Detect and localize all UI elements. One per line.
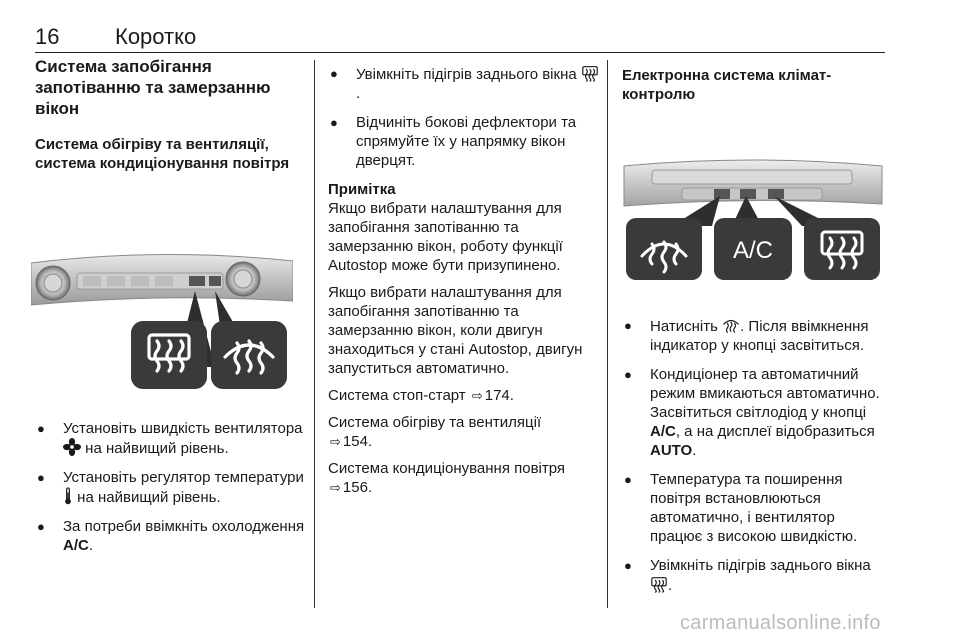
instruction-list <box>35 419 305 555</box>
control-panel-figure <box>31 239 293 389</box>
note-paragraph: Якщо вибрати налаштування для запобігання запотіванню та замерзанню вікон, роботу функції Autostop може бути призупинено. <box>328 200 563 274</box>
note-paragraph: Якщо вибрати налаштування для запобігання запотіванню та замерзанню вікон, коли двигун знаходиться у стані Autostop, двигун запуститься автоматично. <box>328 284 583 377</box>
page-section-title: Коротко <box>115 24 197 49</box>
section-title: Електронна система клімат-контролю <box>622 67 832 103</box>
note-title: Примітка <box>328 181 396 198</box>
list-item: ● За потреби ввімкніть охолодження A/C. <box>35 517 305 555</box>
page-ref-arrow-icon: ⇨ <box>330 434 341 449</box>
list-item: ● Кондиціонер та автоматичний режим вмикаються автоматично. Засвітиться світлодіод у кнопці A/C, а на дисплеї відобразиться AUTO. <box>622 365 884 460</box>
cross-reference-link[interactable]: Система кондиціонування повітря ⇨ 156. <box>328 460 566 496</box>
climate-control-figure <box>622 156 884 286</box>
page-ref-arrow-icon: ⇨ <box>330 480 341 495</box>
note-paragraph: Система стоп-старт ⇨ 174. <box>328 387 514 404</box>
list-item: ● Установіть швидкість вентилятора на найвищий рівень. <box>35 419 305 458</box>
fan-icon <box>63 438 81 456</box>
page-header <box>35 14 885 53</box>
note-block <box>328 180 600 405</box>
rear-window-heating-icon <box>581 64 599 82</box>
list-item: ● Увімкніть підігрів заднього вікна . <box>328 64 600 103</box>
list-item: ● Установіть регулятор температури на найвищий рівень. <box>35 468 305 507</box>
column-divider <box>607 60 608 608</box>
page-number: 16 <box>35 24 60 49</box>
column-1 <box>35 56 305 565</box>
ac-button-label: A/C <box>732 237 774 264</box>
instruction-list <box>622 316 884 595</box>
instruction-list <box>328 64 600 170</box>
cross-reference-link[interactable]: Система обігріву та вентиляції ⇨ 154. <box>328 414 542 450</box>
watermark: carmanualsonline.info <box>680 612 881 634</box>
column-3 <box>622 66 884 605</box>
list-item: ● Температура та поширення повітря встановлюються автоматично, і вентилятор працює з високою швидкістю. <box>622 470 884 546</box>
page-ref-arrow-icon: ⇨ <box>471 388 483 403</box>
list-item: ● Натисніть . Після ввімкнення індикатор у кнопці засвітиться. <box>622 316 884 355</box>
column-2 <box>328 64 600 505</box>
list-item: ● Відчиніть бокові дефлектори та спрямуйте їх у напрямку вікон дверцят. <box>328 113 600 170</box>
rear-window-heating-icon <box>650 575 668 593</box>
section-title: Система запобігання запотіванню та замерзанню вікон <box>35 57 271 118</box>
list-item: ● Увімкніть підігрів заднього вікна . <box>622 556 884 595</box>
windscreen-defrost-icon <box>722 316 740 334</box>
thermometer-icon <box>63 487 73 505</box>
subsection-title: Система обігріву та вентиляції, система кондиціонування повітря <box>35 136 290 172</box>
column-divider <box>314 60 315 608</box>
